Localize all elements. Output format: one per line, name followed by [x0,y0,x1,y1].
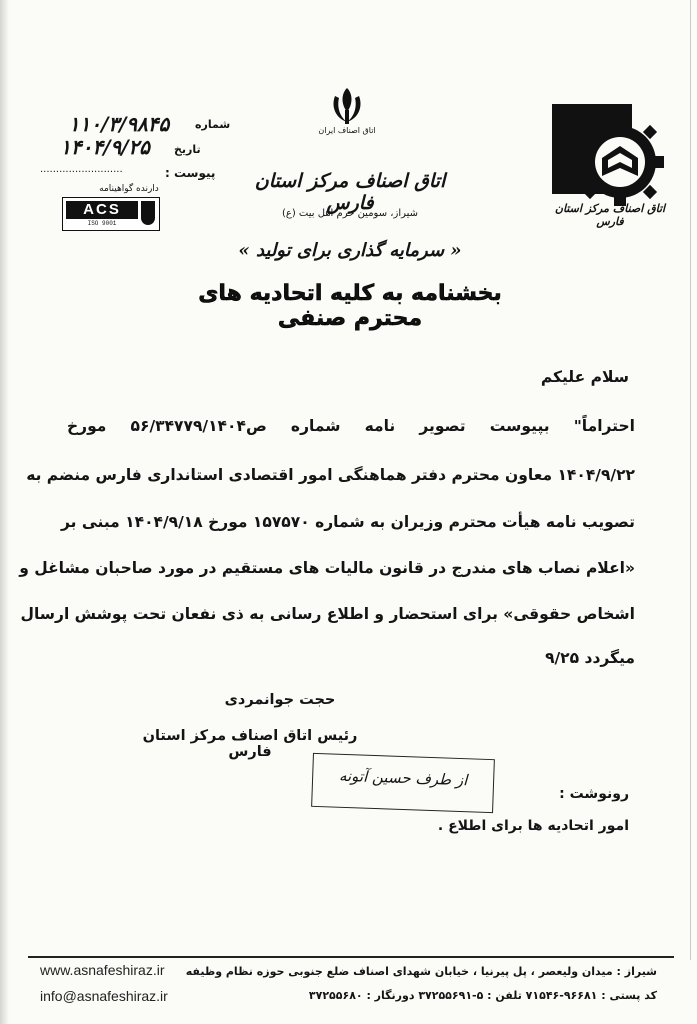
acs-sub-text: ISO 9001 [87,220,117,227]
footer-website: www.asnafeshiraz.ir [40,962,165,978]
certificate-label: دارنده گواهینامه [99,184,159,194]
body-line-2: ۱۴۰۴/۹/۲۲ معاون محترم دفتر هماهنگی امور اقتصادی استانداری فارس منضم به [26,466,635,484]
emblem-caption: اتاق اصناف ایران [318,126,376,135]
cc-line: امور اتحادیه ها برای اطلاع . [437,818,629,834]
body-line-3: تصویب نامه هیأت محترم وزیران به شماره ۱۵۷۵۷۰ مورخ ۱۴۰۴/۹/۱۸ مبنی بر [60,513,635,531]
address-line: شیراز، سومین حرم اهل بیت (ع) [281,208,419,219]
acs-text: ACS [83,201,121,218]
number-value: ۱۱۰/۳/۹۸۴۵ [68,112,170,136]
acs-certificate-badge [62,197,160,231]
footer-rule [28,956,674,958]
attachment-value: .......................... [40,164,123,175]
body-line-5: اشخاص حقوقی» برای استحضار و اطلاع رسانی به ذی نفعان تحت پوشش ارسال [20,605,635,623]
subject-text: بخشنامه به کلیه اتحادیه های محترم صنفی [198,281,502,331]
number-label: شماره [195,118,231,131]
body-line-1: احتراماً" بپیوست تصویر نامه شماره ص۵۶/۳۴۷۷۹/۱۴۰۴ مورخ [67,417,635,435]
slogan: « سرمایه گذاری برای تولید » [238,240,462,261]
body-line-4: «اعلام نصاب های مندرج در قانون مالیات های مستقیم در مورد صاحبان مشاغل و [19,559,635,577]
body-line-6: میگردد ۹/۲۵ [545,649,635,667]
signatory-title: رئیس اتاق اصناف مرکز استان فارس [142,728,358,760]
subject-headline [170,281,530,331]
greeting: سلام علیکم [540,368,629,386]
attachment-label: پیوست : [165,166,216,180]
handwritten-stamp-box [311,753,495,813]
emblem [327,84,367,128]
page-edge-shadow [0,0,9,1024]
logo-caption: اتاق اصناف مرکز استان فارس [554,202,666,228]
handwritten-stamp-text: از طرف حسین آتونه [338,766,468,790]
footer-address: شیراز : میدان ولیعصر ، پل پیرنیا ، خیابان شهدای اصناف ضلع جنوبی حوزه نظام وظیفه [185,965,657,978]
cc-label: رونوشت : [559,786,629,802]
date-label: تاریخ [174,143,201,156]
date-value: ۱۴۰۴/۹/۲۵ [60,135,150,159]
footer-email: info@asnafeshiraz.ir [40,988,168,1004]
right-edge-line [690,0,691,960]
signatory-name: حجت جوانمردی [224,692,336,708]
iran-emblem-icon [327,84,367,128]
acs-shield-icon [141,201,155,225]
footer-contact: کد پستی : ۹۶۶۸۱-۷۱۵۴۶ تلفن : ۵-۳۷۲۵۵۶۹۱ دورنگار : ۳۷۲۵۵۶۸۰ [308,989,657,1002]
organization-name: اتاق اصناف مرکز استان فارس [254,170,446,214]
